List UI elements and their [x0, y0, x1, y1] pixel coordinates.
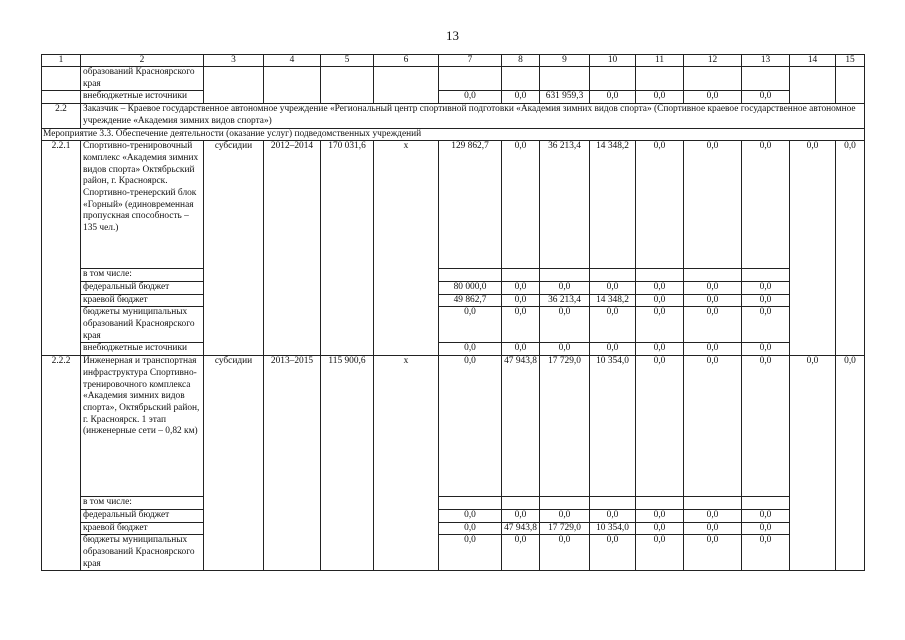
- cell-value: 0,0: [502, 91, 540, 104]
- row-label: внебюджетные источники: [81, 343, 204, 356]
- item-period: 2013–2015: [264, 356, 321, 571]
- item-number: 2.2.2: [42, 356, 81, 571]
- cell-value: 0,0: [684, 509, 742, 522]
- cell-value: 0,0: [439, 522, 502, 535]
- cell-value: 631 959,3: [540, 91, 590, 104]
- measure-title: Мероприятие 3.3. Обеспечение деятельности (оказание услуг) подведомственных учреждений: [42, 128, 865, 141]
- cell-value: 0,0: [590, 281, 636, 294]
- cell-value: 0,0: [684, 343, 742, 356]
- cell-value: 0,0: [742, 343, 790, 356]
- row-label: бюджеты муниципальных образований Красноярского края: [81, 307, 204, 343]
- row-label: образований Красноярского края: [81, 67, 204, 91]
- item-name: Инженерная и транспортная инфраструктура Спортивно-тренировочного комплекса «Академия зимних видов спорта», Октябрьский район, г. Красноярск. 1 этап (инженерные сети – 0,82 км): [81, 356, 204, 497]
- row-label: федеральный бюджет: [81, 281, 204, 294]
- cell-value: 0,0: [502, 535, 540, 571]
- cell-value: 0,0: [742, 307, 790, 343]
- cell-value: 0,0: [790, 356, 836, 571]
- cell-value: 0,0: [590, 91, 636, 104]
- cell-value: 0,0: [540, 509, 590, 522]
- table-row: [42, 497, 865, 510]
- column-header: 5: [321, 55, 374, 67]
- cell-value: 0,0: [439, 356, 502, 497]
- cell-value: 0,0: [742, 509, 790, 522]
- cell-value: 0,0: [439, 307, 502, 343]
- cell-value: 0,0: [836, 356, 865, 571]
- table-row: [42, 307, 865, 343]
- cell-value: 0,0: [502, 307, 540, 343]
- item-name: Спортивно-тренировочный комплекс «Академия зимних видов спорта» Октябрьский район, г. Красноярск. Спортивно-тренерский блок «Горный» (единовременная пропускная способность – 135 чел.): [81, 141, 204, 269]
- section-row: [42, 104, 865, 128]
- cell-value: 36 213,4: [540, 141, 590, 269]
- table-row: [42, 535, 865, 571]
- cell-value: 0,0: [502, 294, 540, 307]
- column-header: 12: [684, 55, 742, 67]
- column-header: 10: [590, 55, 636, 67]
- table-row: [42, 356, 865, 497]
- item-cost: 170 031,6: [321, 141, 374, 356]
- cell-value: 14 348,2: [590, 141, 636, 269]
- item-period: 2012–2014: [264, 141, 321, 356]
- cell-value: 0,0: [439, 535, 502, 571]
- cell-value: 0,0: [540, 281, 590, 294]
- column-header: 11: [636, 55, 684, 67]
- column-header: 2: [81, 55, 204, 67]
- cell-value: 10 354,0: [590, 522, 636, 535]
- cell-value: 0,0: [439, 509, 502, 522]
- table-row: [42, 141, 865, 269]
- cell-value: 0,0: [742, 281, 790, 294]
- cell-value: 0,0: [636, 522, 684, 535]
- cell-value: 0,0: [742, 91, 790, 104]
- column-header: 6: [374, 55, 439, 67]
- column-header: 13: [742, 55, 790, 67]
- cell-value: 17 729,0: [540, 356, 590, 497]
- cell-value: 0,0: [684, 281, 742, 294]
- cell-value: 0,0: [684, 141, 742, 269]
- item-type: субсидии: [204, 356, 264, 571]
- column-header: 8: [502, 55, 540, 67]
- cell-value: 0,0: [684, 535, 742, 571]
- cell-value: 0,0: [742, 535, 790, 571]
- column-header: 1: [42, 55, 81, 67]
- table-row: [42, 269, 865, 282]
- cell-value: 0,0: [502, 281, 540, 294]
- row-label: в том числе:: [81, 497, 204, 510]
- cell-value: 0,0: [636, 307, 684, 343]
- cell-value: 0,0: [540, 343, 590, 356]
- table-row: [42, 67, 865, 91]
- column-header: 9: [540, 55, 590, 67]
- cell-value: 0,0: [540, 535, 590, 571]
- table-row: [42, 91, 865, 104]
- cell-value: 0,0: [742, 356, 790, 497]
- item-type: субсидии: [204, 141, 264, 356]
- cell-value: 0,0: [636, 535, 684, 571]
- cell-value: 80 000,0: [439, 281, 502, 294]
- table-row: [42, 294, 865, 307]
- budget-table: [41, 54, 865, 571]
- row-label: краевой бюджет: [81, 294, 204, 307]
- column-header: 4: [264, 55, 321, 67]
- table-row: [42, 343, 865, 356]
- cell-value: 0,0: [439, 91, 502, 104]
- column-number-row: [42, 55, 865, 67]
- cell-value: 0,0: [590, 509, 636, 522]
- cell-value: 0,0: [590, 343, 636, 356]
- cell-value: 10 354,0: [590, 356, 636, 497]
- cell-value: 0,0: [636, 356, 684, 497]
- cell-value: 0,0: [636, 509, 684, 522]
- table-row: [42, 281, 865, 294]
- column-header: 15: [836, 55, 865, 67]
- item-cost: 115 900,6: [321, 356, 374, 571]
- cell-value: 47 943,8: [502, 522, 540, 535]
- table-row: [42, 522, 865, 535]
- cell-value: 36 213,4: [540, 294, 590, 307]
- cell-value: 0,0: [636, 141, 684, 269]
- cell-value: 129 862,7: [439, 141, 502, 269]
- row-label: краевой бюджет: [81, 522, 204, 535]
- cell-value: 0,0: [790, 141, 836, 356]
- cell-value: 0,0: [636, 294, 684, 307]
- cell-value: 0,0: [636, 343, 684, 356]
- measure-row: [42, 128, 865, 141]
- column-header: 7: [439, 55, 502, 67]
- cell-value: 0,0: [590, 307, 636, 343]
- cell-value: 0,0: [684, 356, 742, 497]
- item-col6: х: [374, 356, 439, 571]
- cell-value: 0,0: [684, 294, 742, 307]
- row-label: внебюджетные источники: [81, 91, 204, 104]
- cell-value: 0,0: [742, 294, 790, 307]
- cell-value: 0,0: [502, 509, 540, 522]
- item-col6: х: [374, 141, 439, 356]
- cell-value: 0,0: [684, 307, 742, 343]
- cell-value: 0,0: [502, 141, 540, 269]
- row-label: федеральный бюджет: [81, 509, 204, 522]
- cell-value: 0,0: [636, 91, 684, 104]
- cell-value: 0,0: [684, 91, 742, 104]
- cell-value: 14 348,2: [590, 294, 636, 307]
- cell-value: 0,0: [502, 343, 540, 356]
- cell-value: 0,0: [540, 307, 590, 343]
- section-number: 2.2: [42, 104, 81, 128]
- cell-value: 0,0: [742, 141, 790, 269]
- cell-value: 0,0: [836, 141, 865, 356]
- page-number: 13: [446, 28, 459, 43]
- cell-value: 49 862,7: [439, 294, 502, 307]
- item-number: 2.2.1: [42, 141, 81, 356]
- row-label: бюджеты муниципальных образований Красноярского края: [81, 535, 204, 571]
- cell-value: 0,0: [590, 535, 636, 571]
- column-header: 3: [204, 55, 264, 67]
- cell-value: 17 729,0: [540, 522, 590, 535]
- column-header: 14: [790, 55, 836, 67]
- cell-value: 0,0: [636, 281, 684, 294]
- cell-value: 0,0: [742, 522, 790, 535]
- table-row: [42, 509, 865, 522]
- cell-value: 0,0: [684, 522, 742, 535]
- cell-value: 47 943,8: [502, 356, 540, 497]
- row-label: в том числе:: [81, 269, 204, 282]
- section-title: Заказчик – Краевое государственное автономное учреждение «Региональный центр спортивной подготовки «Академия зимних видов спорта» (Спортивное краевое государственное автономное учреждение «Академия зимних видов спорта»): [81, 104, 865, 128]
- cell-value: 0,0: [439, 343, 502, 356]
